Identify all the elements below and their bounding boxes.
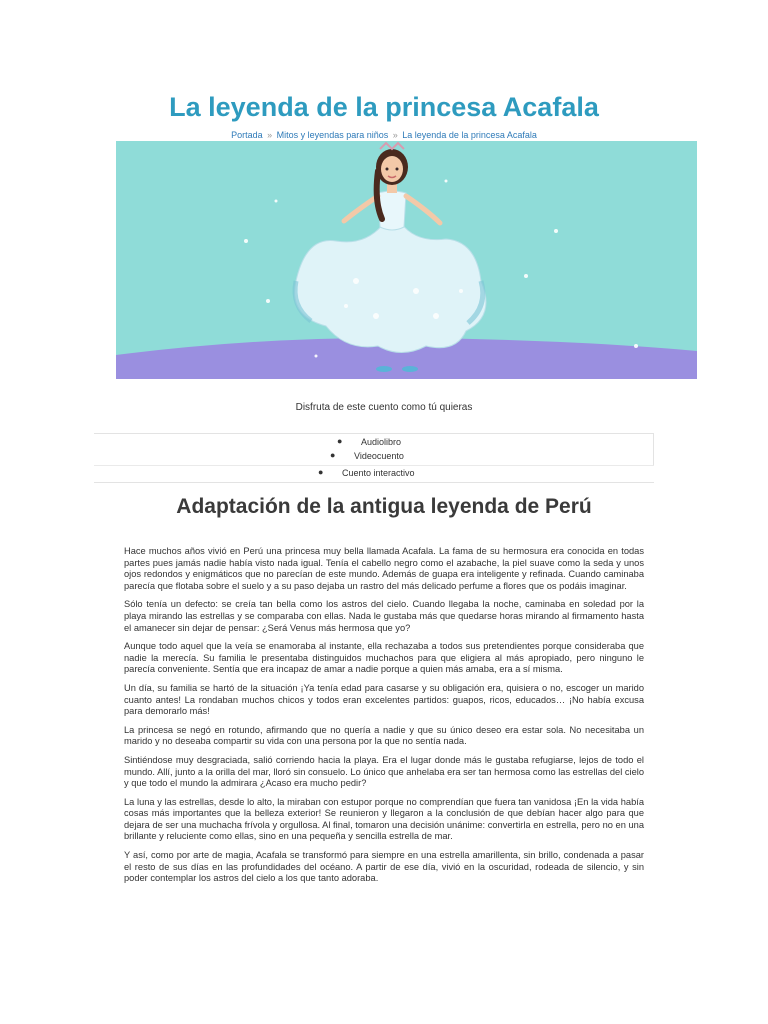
menu-item-label: Audiolibro (361, 437, 402, 447)
story-paragraph: La luna y las estrellas, desde lo alto, la miraban con estupor porque no comprendían que fuera tan vanidosa ¡En la vida había cosas más importantes que la belleza exterior! Se reunieron y llegaron a la conclusión de que debían hacer algo para que dejara de ser una muchacha frívola y orgullosa. Al final, tomaron una decisión unánime: convertirla en estrella, pero no en una brillante y reluciente como ellas, sino en una pequeña y sencilla estrella de mar. (124, 796, 644, 842)
story-paragraph: Aunque todo aquel que la veía se enamoraba al instante, ella rechazaba a todos sus pretendientes porque consideraba que nadie la merecía. Su familia le presentaba distinguidos muchachos para que eligiera al más apropiado, pero ninguno le parecía conveniente. Sentía que era incapaz de amar a nadie porque a quien más amaba, era a sí misma. (124, 641, 644, 675)
format-menu (94, 433, 654, 483)
breadcrumb-link-current[interactable]: La leyenda de la princesa Acafala (402, 130, 537, 140)
bullet-dot-icon: ● (330, 450, 336, 460)
bullet-dot-icon: ● (318, 467, 324, 477)
story-body (124, 546, 644, 892)
breadcrumb-separator: » (392, 130, 398, 140)
menu-item-label: Videocuento (354, 451, 404, 461)
story-paragraph: Hace muchos años vivió en Perú una princesa muy bella llamada Acafala. La fama de su hermosura era conocida en todas partes pues jamás nadie había visto nada igual. Tenía el cabello negro como el azabache, la piel suave como la seda y unos ojos redondos y enigmáticos que no parecían de este mundo. Además de guapa era inteligente y refinada. Cuando caminaba parecía que flotaba sobre el suelo y a su paso dejaba un rastro del más delicado perfume a flores que os podáis imaginar. (124, 546, 644, 591)
tagline: Disfruta de este cuento como tú quieras (295, 402, 473, 413)
princess-illustration (116, 141, 697, 379)
divider (94, 465, 654, 466)
page-title: La leyenda de la princesa Acafala (169, 92, 599, 122)
story-paragraph: Un día, su familia se hartó de la situación ¡Ya tenía edad para casarse y su obligación era, quisiera o no, escoger un marido cuanto antes! La rondaban muchos chicos y todos eran excelentes partidos: guapos, ricos, educados… ¡No había excusa para demorarlo más! (124, 682, 644, 717)
breadcrumb-link-home[interactable]: Portada (231, 130, 263, 140)
menu-item-label: Cuento interactivo (342, 468, 415, 478)
breadcrumb-separator: » (267, 130, 273, 140)
story-paragraph: La princesa se negó en rotundo, afirmando que no quería a nadie y que su único deseo era estar sola. No necesitaba un marido y no deseaba compartir su vida con una persona por la que no sentía nada. (124, 724, 644, 747)
section-heading: Adaptación de la antigua leyenda de Perú (176, 495, 592, 518)
hero-illustration (116, 141, 697, 379)
breadcrumb-link-category[interactable]: Mitos y leyendas para niños (276, 130, 389, 140)
story-paragraph: Y así, como por arte de magia, Acafala se transformó para siempre en una estrella amarillenta, sin brillo, condenada a pasar el resto de sus días en las profundidades del océano. A partir de ese día, vivió en la oscuridad, rodeada de silencio, y sin poder contemplar los astros del cielo a los que tanto adoraba. (124, 850, 644, 884)
breadcrumb (0, 130, 768, 140)
story-paragraph: Sintiéndose muy desgraciada, salió corriendo hacia la playa. Era el lugar donde más le gustaba refugiarse, lejos de todo el mundo. Allí, junto a la orilla del mar, lloró sin consuelo. Lo único que anhelaba era ser tan hermosa como las estrellas del cielo y que todo el mundo la admirara ¿Acaso era mucho pedir? (124, 754, 644, 789)
story-paragraph: Sólo tenía un defecto: se creía tan bella como los astros del cielo. Cuando llegaba la noche, caminaba en soledad por la playa mirando las estrellas y se comparaba con ellas. Nada le gustaba más que quedarse horas mirando al firmamento hasta el amanecer sin dejar de pensar: ¿Será Venus más hermosa que yo? (124, 599, 644, 633)
divider (653, 434, 654, 466)
bullet-dot-icon: ● (337, 436, 343, 446)
